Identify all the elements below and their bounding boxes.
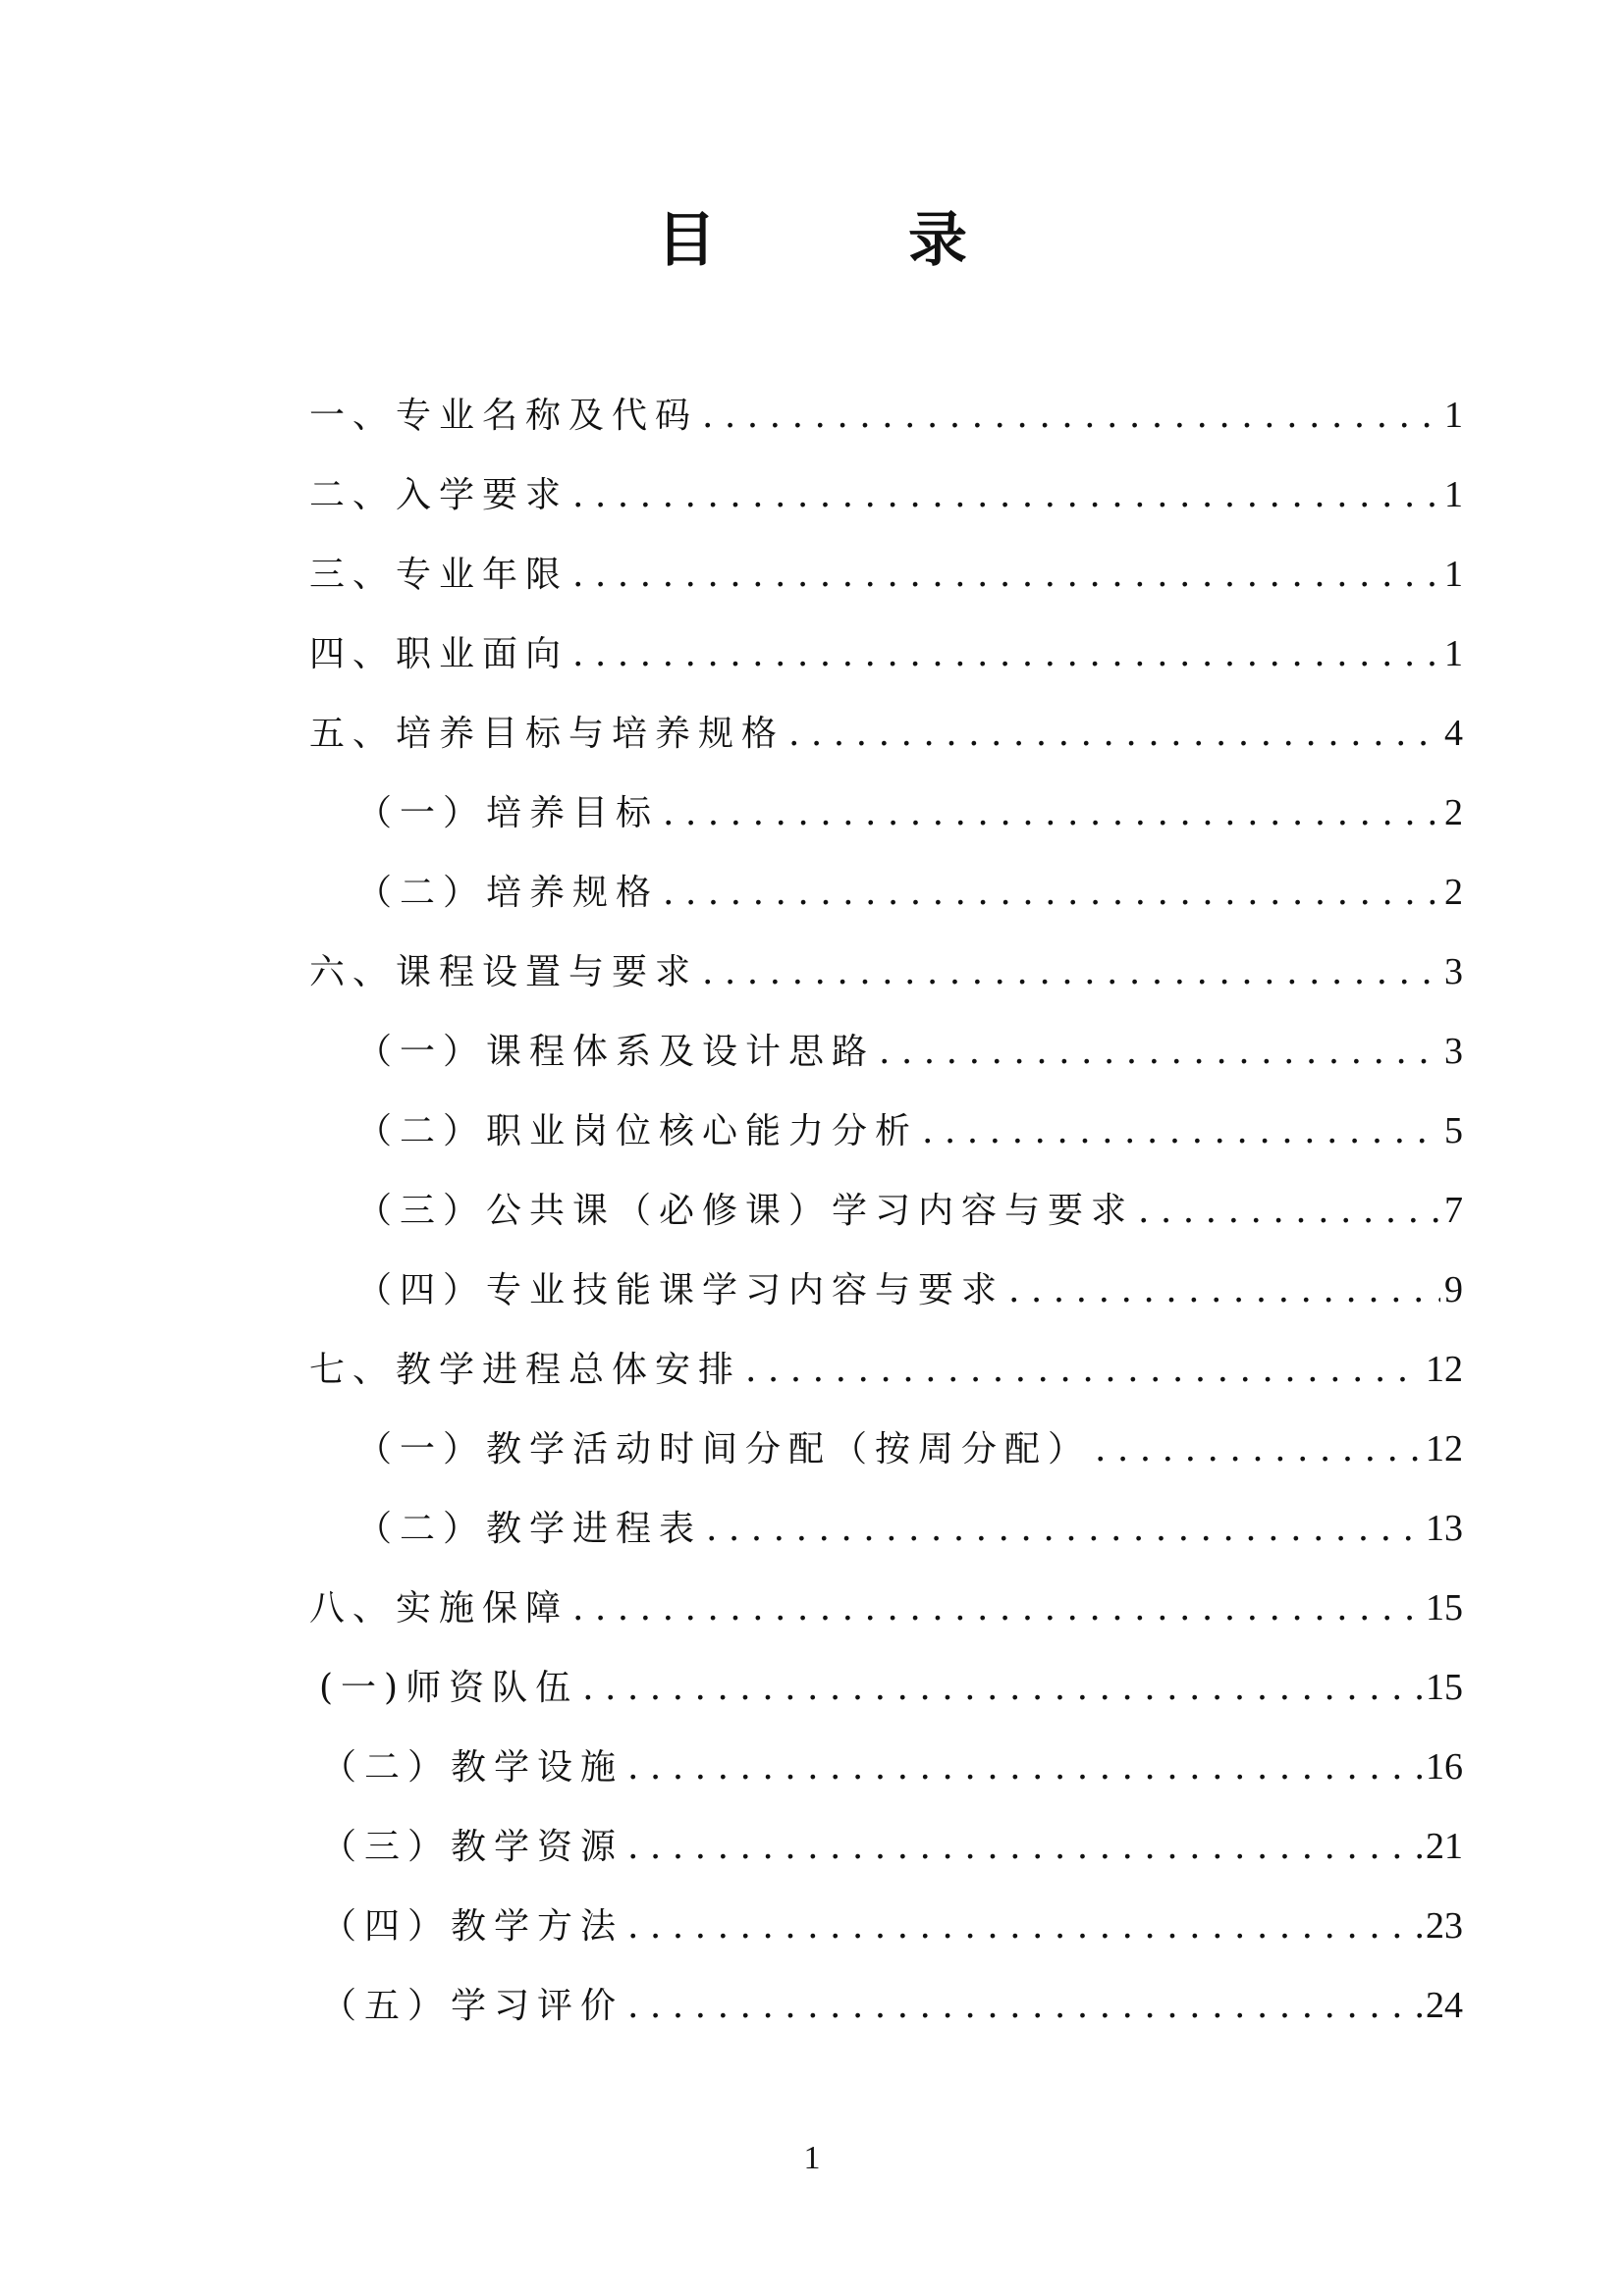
toc-leader-dots xyxy=(663,793,1440,833)
toc-entry-page: 12 xyxy=(1426,1428,1463,1469)
toc-entry-label: （二）职业岗位核心能力分析 xyxy=(356,1111,919,1151)
toc-entry-label: 三、专业年限 xyxy=(309,555,569,595)
toc-subentry[interactable] xyxy=(309,1898,1463,1978)
page-number: 1 xyxy=(803,2140,821,2176)
toc-entry-page: 9 xyxy=(1444,1269,1463,1310)
toc-leader-dots xyxy=(745,1350,1422,1390)
toc-leader-dots xyxy=(788,714,1440,754)
toc-subentry[interactable] xyxy=(309,1660,1463,1739)
toc-entry-page: 1 xyxy=(1444,395,1463,436)
toc-title: 目 录 xyxy=(657,206,1034,275)
toc-entry-label: 八、实施保障 xyxy=(309,1588,569,1629)
toc-entry-label: (一)师资队伍 xyxy=(319,1668,579,1708)
toc-subentry[interactable] xyxy=(309,1421,1463,1501)
toc-entry-page: 2 xyxy=(1444,872,1463,913)
toc-entry-label: （三）公共课（必修课）学习内容与要求 xyxy=(356,1191,1135,1231)
toc-entry-label: 一、专业名称及代码 xyxy=(309,396,699,436)
toc-leader-dots xyxy=(706,1509,1422,1549)
toc-entry[interactable] xyxy=(309,626,1463,706)
table-of-contents xyxy=(309,388,1463,2057)
toc-leader-dots xyxy=(1095,1429,1422,1469)
toc-entry-page: 5 xyxy=(1444,1110,1463,1151)
toc-entry[interactable] xyxy=(309,467,1463,547)
toc-entry[interactable] xyxy=(309,1342,1463,1421)
toc-entry-page: 15 xyxy=(1426,1587,1463,1629)
toc-entry-page: 24 xyxy=(1426,1985,1463,2026)
toc-subentry[interactable] xyxy=(309,1819,1463,1898)
toc-entry-page: 3 xyxy=(1444,951,1463,992)
toc-entry-page: 2 xyxy=(1444,792,1463,833)
toc-entry-label: 五、培养目标与培养规格 xyxy=(309,714,785,754)
toc-leader-dots xyxy=(572,634,1440,674)
toc-subentry[interactable] xyxy=(309,1262,1463,1342)
toc-leader-dots xyxy=(627,1986,1422,2026)
toc-leader-dots xyxy=(627,1906,1422,1947)
toc-entry-label: （一）课程体系及设计思路 xyxy=(356,1032,876,1072)
toc-entry-label: （一）教学活动时间分配（按周分配） xyxy=(356,1429,1092,1469)
toc-entry-page: 4 xyxy=(1444,713,1463,754)
toc-entry-page: 16 xyxy=(1426,1746,1463,1788)
toc-entry-label: （五）学习评价 xyxy=(321,1986,624,2026)
toc-leader-dots xyxy=(1008,1270,1440,1310)
toc-subentry[interactable] xyxy=(309,1103,1463,1183)
toc-entry-page: 1 xyxy=(1444,554,1463,595)
toc-entry[interactable] xyxy=(309,388,1463,467)
toc-entry[interactable] xyxy=(309,1580,1463,1660)
toc-entry-label: （三）教学资源 xyxy=(321,1827,624,1867)
toc-leader-dots xyxy=(1138,1191,1440,1231)
toc-entry-label: 四、职业面向 xyxy=(309,634,569,674)
toc-entry-page: 12 xyxy=(1426,1349,1463,1390)
toc-entry-label: （四）教学方法 xyxy=(321,1906,624,1947)
toc-entry-label: 二、入学要求 xyxy=(309,475,569,515)
toc-entry-page: 1 xyxy=(1444,474,1463,515)
toc-leader-dots xyxy=(702,952,1440,992)
toc-entry[interactable] xyxy=(309,547,1463,626)
toc-leader-dots xyxy=(627,1747,1422,1788)
toc-entry-page: 15 xyxy=(1426,1667,1463,1708)
toc-entry-page: 13 xyxy=(1426,1508,1463,1549)
toc-subentry[interactable] xyxy=(309,1024,1463,1103)
toc-entry-label: （二）教学设施 xyxy=(321,1747,624,1788)
toc-leader-dots xyxy=(582,1668,1422,1708)
toc-subentry[interactable] xyxy=(309,1501,1463,1580)
toc-entry-page: 21 xyxy=(1426,1826,1463,1867)
toc-leader-dots xyxy=(702,396,1440,436)
toc-subentry[interactable] xyxy=(309,1978,1463,2057)
toc-entry-label: 六、课程设置与要求 xyxy=(309,952,699,992)
toc-leader-dots xyxy=(627,1827,1422,1867)
toc-subentry[interactable] xyxy=(309,1183,1463,1262)
toc-leader-dots xyxy=(572,475,1440,515)
toc-entry[interactable] xyxy=(309,944,1463,1024)
toc-entry[interactable] xyxy=(309,706,1463,785)
toc-entry-page: 23 xyxy=(1426,1905,1463,1947)
toc-entry-label: （二）教学进程表 xyxy=(356,1509,703,1549)
toc-leader-dots xyxy=(572,1588,1422,1629)
toc-entry-label: （一）培养目标 xyxy=(356,793,660,833)
toc-leader-dots xyxy=(879,1032,1440,1072)
toc-subentry[interactable] xyxy=(309,865,1463,944)
toc-leader-dots xyxy=(663,873,1440,913)
toc-entry-page: 3 xyxy=(1444,1031,1463,1072)
toc-entry-page: 7 xyxy=(1444,1190,1463,1231)
toc-subentry[interactable] xyxy=(309,1739,1463,1819)
toc-leader-dots xyxy=(922,1111,1440,1151)
toc-entry-page: 1 xyxy=(1444,633,1463,674)
toc-leader-dots xyxy=(572,555,1440,595)
toc-entry-label: （二）培养规格 xyxy=(356,873,660,913)
toc-entry-label: 七、教学进程总体安排 xyxy=(309,1350,742,1390)
toc-entry-label: （四）专业技能课学习内容与要求 xyxy=(356,1270,1005,1310)
toc-subentry[interactable] xyxy=(309,785,1463,865)
